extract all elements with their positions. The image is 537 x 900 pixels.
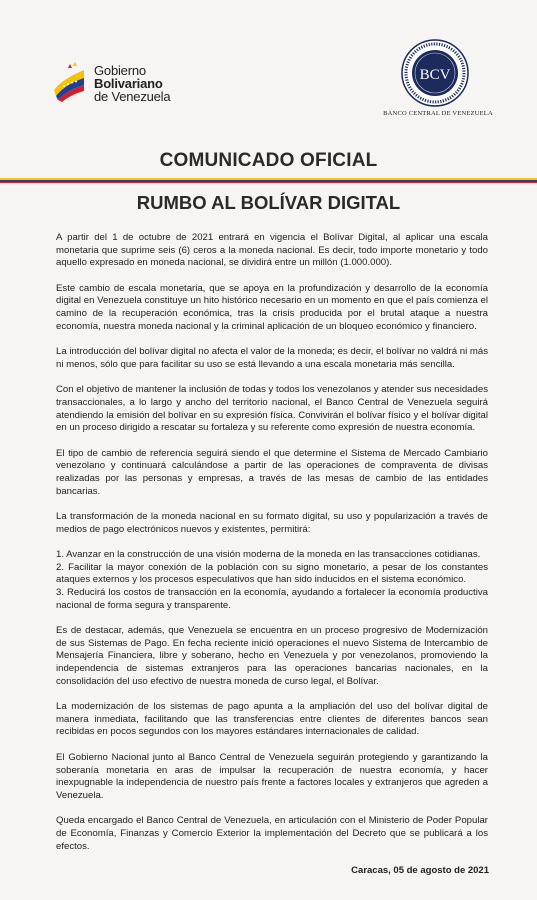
paragraph-5: El tipo de cambio de referencia seguirá siendo el que determine el Sistema de Mercado Cambiario venezolano y continuará calculándose a partir de las operaciones de compraventa de divisas realizadas por las personas y empresas, a través de las mesas de cambio de las entidades bancarias. xyxy=(56,447,488,497)
list-item: 3. Reducirá los costos de transacción en la economía, ayudando a fortalecer la economía productiva nacional de forma segura y transparente. xyxy=(56,587,488,611)
gobierno-bolivariano-logo xyxy=(50,52,180,112)
flag-stripe xyxy=(0,178,537,183)
document-body xyxy=(56,232,488,866)
gobierno-wordmark xyxy=(94,64,170,103)
list-item: 2. Facilitar la mayor conexión de la población con su signo monetario, a pesar de los constantes ataques externos y los procesos especulativos que han sido inducidos en el sistema económico. xyxy=(56,561,488,586)
document-title: RUMBO AL BOLÍVAR DIGITAL xyxy=(136,192,401,213)
paragraph-2: Este cambio de escala monetaria, que se apoya en la profundización y desarrollo de la economía digital en Venezuela constituye un hito histórico necesario en un momento en que el país comienza el camino de la recuperación económica, tras la crisis producida por el brutal ataque a nuestra economía, nuestra moneda nacional y la criminal aplicación de un bloqueo económico y financiero. xyxy=(56,282,488,332)
paragraph-1: A partir del 1 de octubre de 2021 entrará en vigencia el Bolívar Digital, al aplicar una escala monetaria que suprime seis (6) ceros a la moneda nacional. Es decir, todo importe monetario y todo aquello expresado en moneda nacional, se dividirá entre un millón (1.000.000). xyxy=(56,232,488,269)
bcv-seal-icon xyxy=(400,38,470,108)
gobierno-line3: de Venezuela xyxy=(94,89,171,104)
paragraph-10: Queda encargado el Banco Central de Venezuela, en articulación con el Ministerio de Poder Popular de Economía, Finanzas y Comercio Exterior la implementación del Decreto que se publicará a los efectos. xyxy=(56,815,488,852)
paragraph-9: El Gobierno Nacional junto al Banco Central de Venezuela seguirán protegiendo y garantizando la soberanía monetaria en aras de impulsar la recuperación de nuestra economía, y hacer inexpugnable la independencia de nuestro país frente a factores locales y extranjeros que agreden a Venezuela. xyxy=(56,752,488,801)
venezuela-flag-icon xyxy=(50,60,88,102)
bcv-label: BANCO CENTRAL DE VENEZUELA xyxy=(383,110,493,117)
paragraph-7: Es de destacar, además, que Venezuela se encuentra en un proceso progresivo de Modernización de sus Sistemas de Pago. En fecha reciente inició operaciones el nuevo Sistema de Intercambio de Mensajería Financiera, libre y soberano, hecho en Venezuela y por venezolanos, promoviendo la independencia de sistemas extranjeros para las operaciones bancarias nacionales, en la consolidación del uso efectivo de nuestra moneda de curso legal, el Bolívar. xyxy=(56,625,488,687)
list-item: 1. Avanzar en la construcción de una visión moderna de la moneda en las transacciones cotidianas. xyxy=(56,549,481,561)
comunicado-title: COMUNICADO OFICIAL xyxy=(159,150,378,171)
gobierno-line1: Gobierno xyxy=(94,63,146,78)
signature-date: Caracas, 05 de agosto de 2021 xyxy=(351,865,489,876)
paragraph-8: La modernización de los sistemas de pago apunta a la ampliación del uso del bolívar digital de manera inmediata, facilitando que las transferencias entre clientes de diferentes bancos sean recibidas en pocos segundos con los mayores estándares internacionales de calidad. xyxy=(56,701,488,738)
stripe-red xyxy=(0,182,537,184)
paragraph-3: La introducción del bolívar digital no afecta el valor de la moneda; es decir, el bolívar no valdrá ni más ni menos, sólo que para facilitar su uso se está llevando a una escala monetaria más sencilla. xyxy=(56,346,488,370)
benefits-list xyxy=(56,549,488,612)
paragraph-6: La transformación de la moneda nacional en su formato digital, su uso y popularización a través de medios de pago electrónicos nuevos y existentes, permitirá: xyxy=(56,511,488,535)
paragraph-4: Con el objetivo de mantener la inclusión de todas y todos los venezolanos y atender sus necesidades transaccionales, a lo largo y ancho del territorio nacional, el Banco Central de Venezuela seguirá atendiendo la emisión del bolívar en su expresión física. Convivirán el bolívar físico y el bolívar digital en un proceso dirigido a rescatar su fortaleza y su referente como expresión de nuestra economía. xyxy=(56,384,488,434)
gobierno-line2: Bolivariano xyxy=(94,76,163,91)
bcv-seal-text: BCV xyxy=(419,67,451,83)
